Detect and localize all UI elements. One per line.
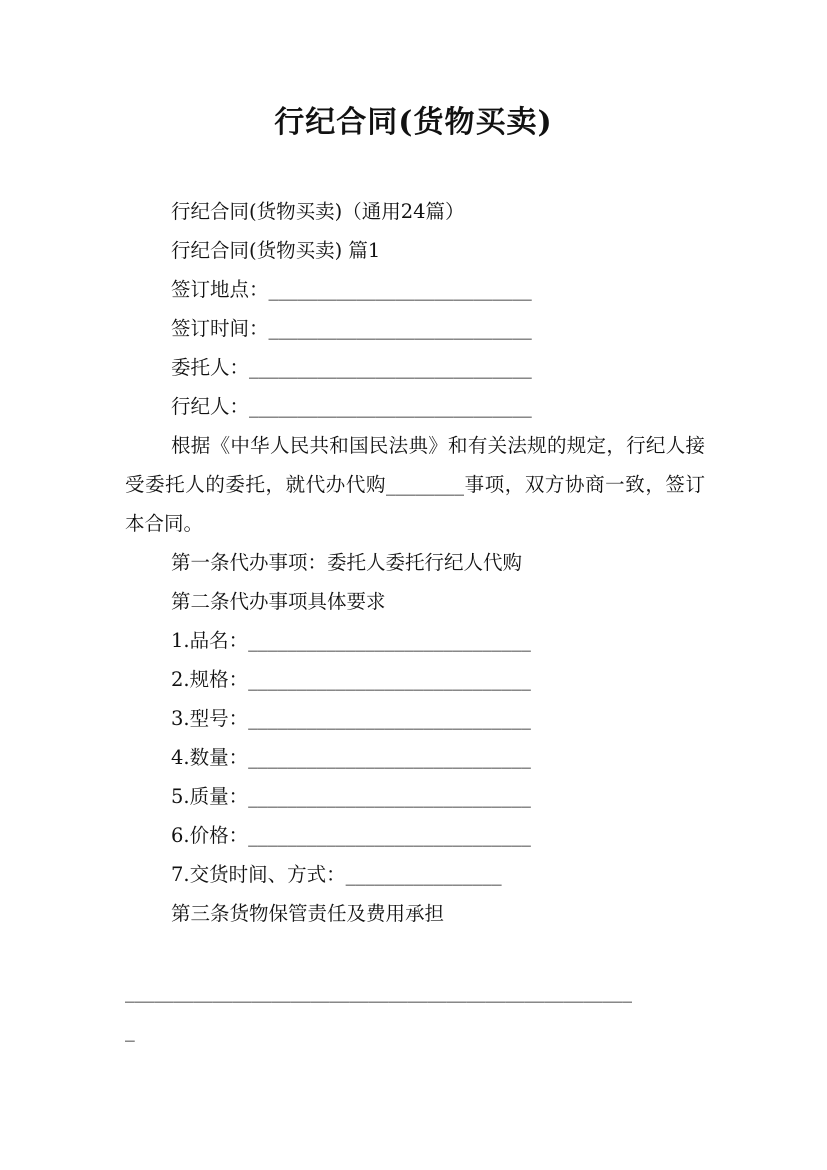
item-product-name: 1.品名：_____________________________ <box>171 629 531 652</box>
subtitle-line: 行纪合同(货物买卖)（通用24篇） <box>171 200 465 223</box>
item-specification: 2.规格：_____________________________ <box>171 668 531 691</box>
item-price: 6.价格：_____________________________ <box>171 824 531 847</box>
intro-paragraph: 根据《中华人民共和国民法典》和有关法规的规定，行纪人接受委托人的委托，就代办代购________事项，双方协商一致，签订本合同。 <box>125 434 705 535</box>
article-1: 第一条代办事项：委托人委托行纪人代购 <box>171 551 523 574</box>
signing-place-line: 签订地点：___________________________ <box>171 278 532 301</box>
document-body <box>125 192 705 933</box>
item-model: 3.型号：_____________________________ <box>171 707 531 730</box>
commission-agent-line: 行纪人：_____________________________ <box>171 395 532 418</box>
item-quality: 5.质量：_____________________________ <box>171 785 531 808</box>
section-heading: 行纪合同(货物买卖) 篇1 <box>171 239 381 262</box>
principal-line: 委托人：_____________________________ <box>171 356 532 379</box>
item-quantity: 4.数量：_____________________________ <box>171 746 531 769</box>
item-delivery: 7.交货时间、方式：________________ <box>171 863 502 886</box>
signing-time-line: 签订时间：___________________________ <box>171 317 532 340</box>
blank-fill-line: ____________________________________________________ <box>125 980 632 1003</box>
blank-fill-line-end: _ <box>125 1019 135 1042</box>
article-2: 第二条代办事项具体要求 <box>171 590 386 613</box>
article-3: 第三条货物保管责任及费用承担 <box>171 902 445 925</box>
document-title: 行纪合同(货物买卖) <box>274 105 553 140</box>
